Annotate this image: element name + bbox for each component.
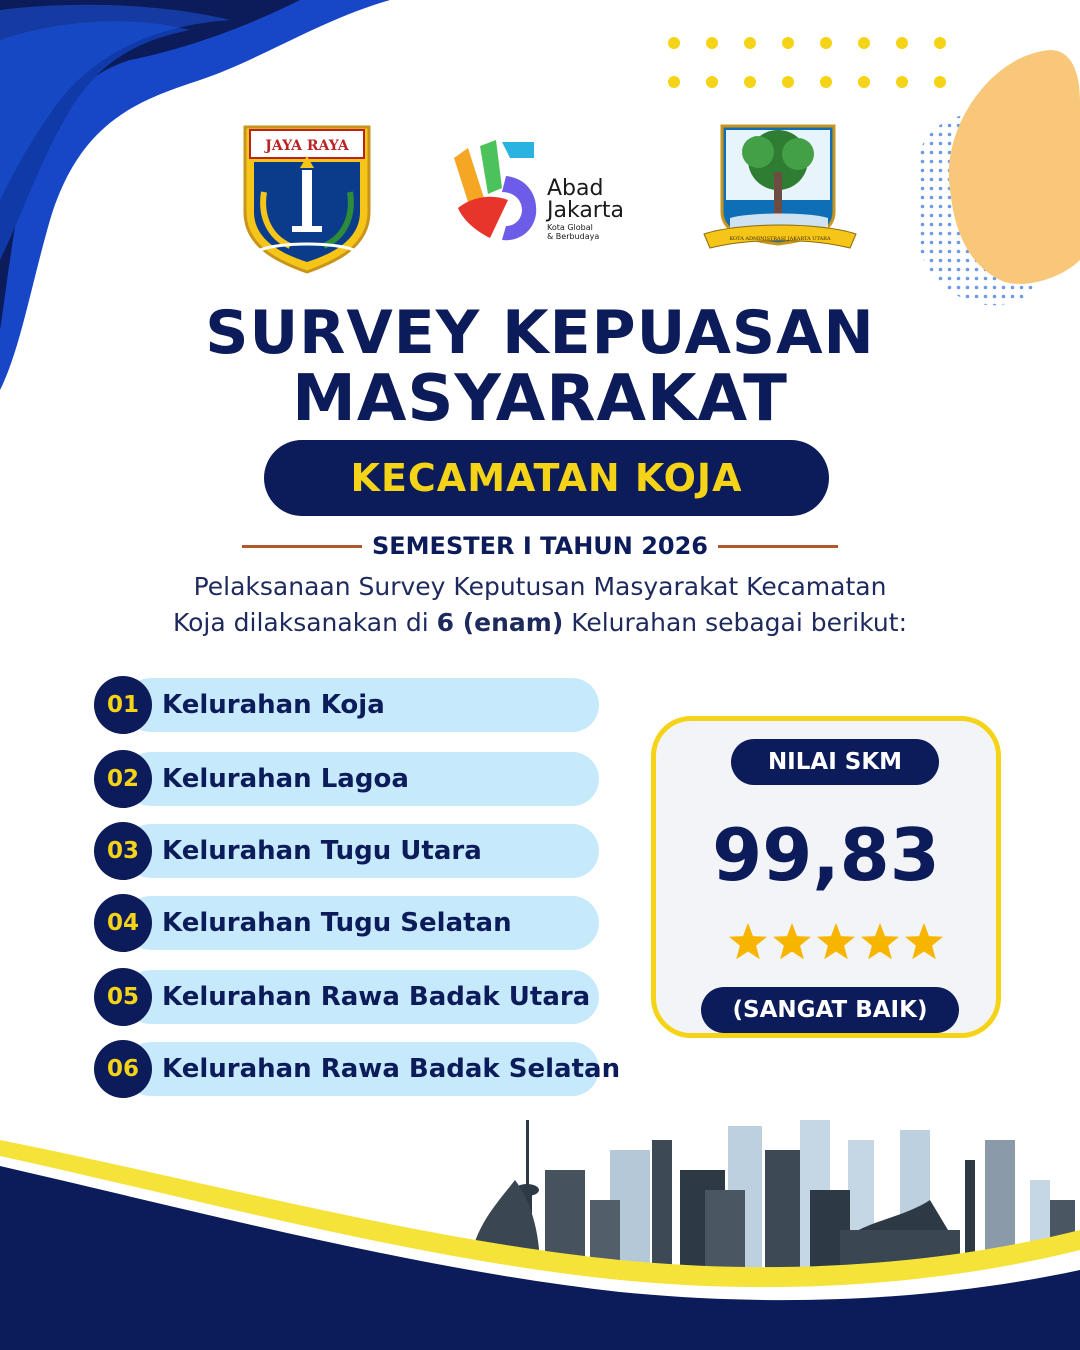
jakarta-coat-of-arms-logo [240,122,374,274]
list-item-number: 03 [94,822,152,880]
score-label-badge: NILAI SKM [731,739,939,785]
logo-center-word-jakarta: Jakarta [547,198,624,223]
list-item [94,676,599,734]
jakarta-utara-emblem-logo [700,122,860,264]
list-item [94,1040,621,1098]
list-item-number: 04 [94,894,152,952]
list-item [94,968,599,1026]
list-item-label: Kelurahan Rawa Badak Utara [162,982,591,1012]
orange-blob-decoration [900,40,1080,330]
skyline-footer-decoration [0,1110,1080,1350]
list-item-label: Kelurahan Rawa Badak Selatan [162,1054,621,1084]
list-item-label: Kelurahan Tugu Selatan [162,908,512,938]
divider-left [242,545,362,548]
semester-label: SEMESTER I TAHUN 2026 [371,532,709,560]
rating-stars [726,921,946,965]
abad-jakarta-logo-mark [450,138,542,244]
intro-text-line2 [0,608,1080,637]
intro-text-line2-end: Kelurahan sebagai berikut: [563,608,907,637]
list-item [94,750,599,808]
star-icon [817,923,855,959]
list-item-label: Kelurahan Lagoa [162,764,409,794]
intro-text-line1: Pelaksanaan Survey Keputusan Masyarakat Kecamatan [193,572,887,601]
list-item-number: 05 [94,968,152,1026]
logo-left-label: JAYA RAYA [265,138,349,154]
list-item-label: Kelurahan Koja [162,690,385,720]
logo-center-word-abad: Abad [547,176,604,201]
score-value: 99,83 [712,813,940,897]
district-badge [264,440,829,516]
list-item-number: 02 [94,750,152,808]
semester-row [0,528,1080,564]
logo-center-tagline [547,223,599,241]
intro-text-count: 6 (enam) [436,608,564,637]
district-label: KECAMATAN KOJA [350,456,743,500]
star-icon [773,923,811,959]
list-item [94,894,599,952]
divider-right [718,545,838,548]
logo-center-tagline-line1: Kota Global [547,223,593,232]
rating-badge: (SANGAT BAIK) [701,987,959,1033]
page-title-line2: MASYARAKAT [292,362,788,436]
star-icon [729,923,767,959]
score-card [651,716,1001,1038]
list-item-label: Kelurahan Tugu Utara [162,836,482,866]
intro-text-line2-start: Koja dilaksanakan di [172,608,437,637]
star-icon [861,923,899,959]
list-item-number: 06 [94,1040,152,1098]
page-title-line1: SURVEY KEPUASAN [205,298,875,368]
logo-right-label: KOTA ADMINISTRASI JAKARTA UTARA [729,236,831,242]
star-icon [905,923,943,959]
list-item [94,822,599,880]
list-item-number: 01 [94,676,152,734]
logo-center-tagline-line2: & Berbudaya [547,232,600,241]
